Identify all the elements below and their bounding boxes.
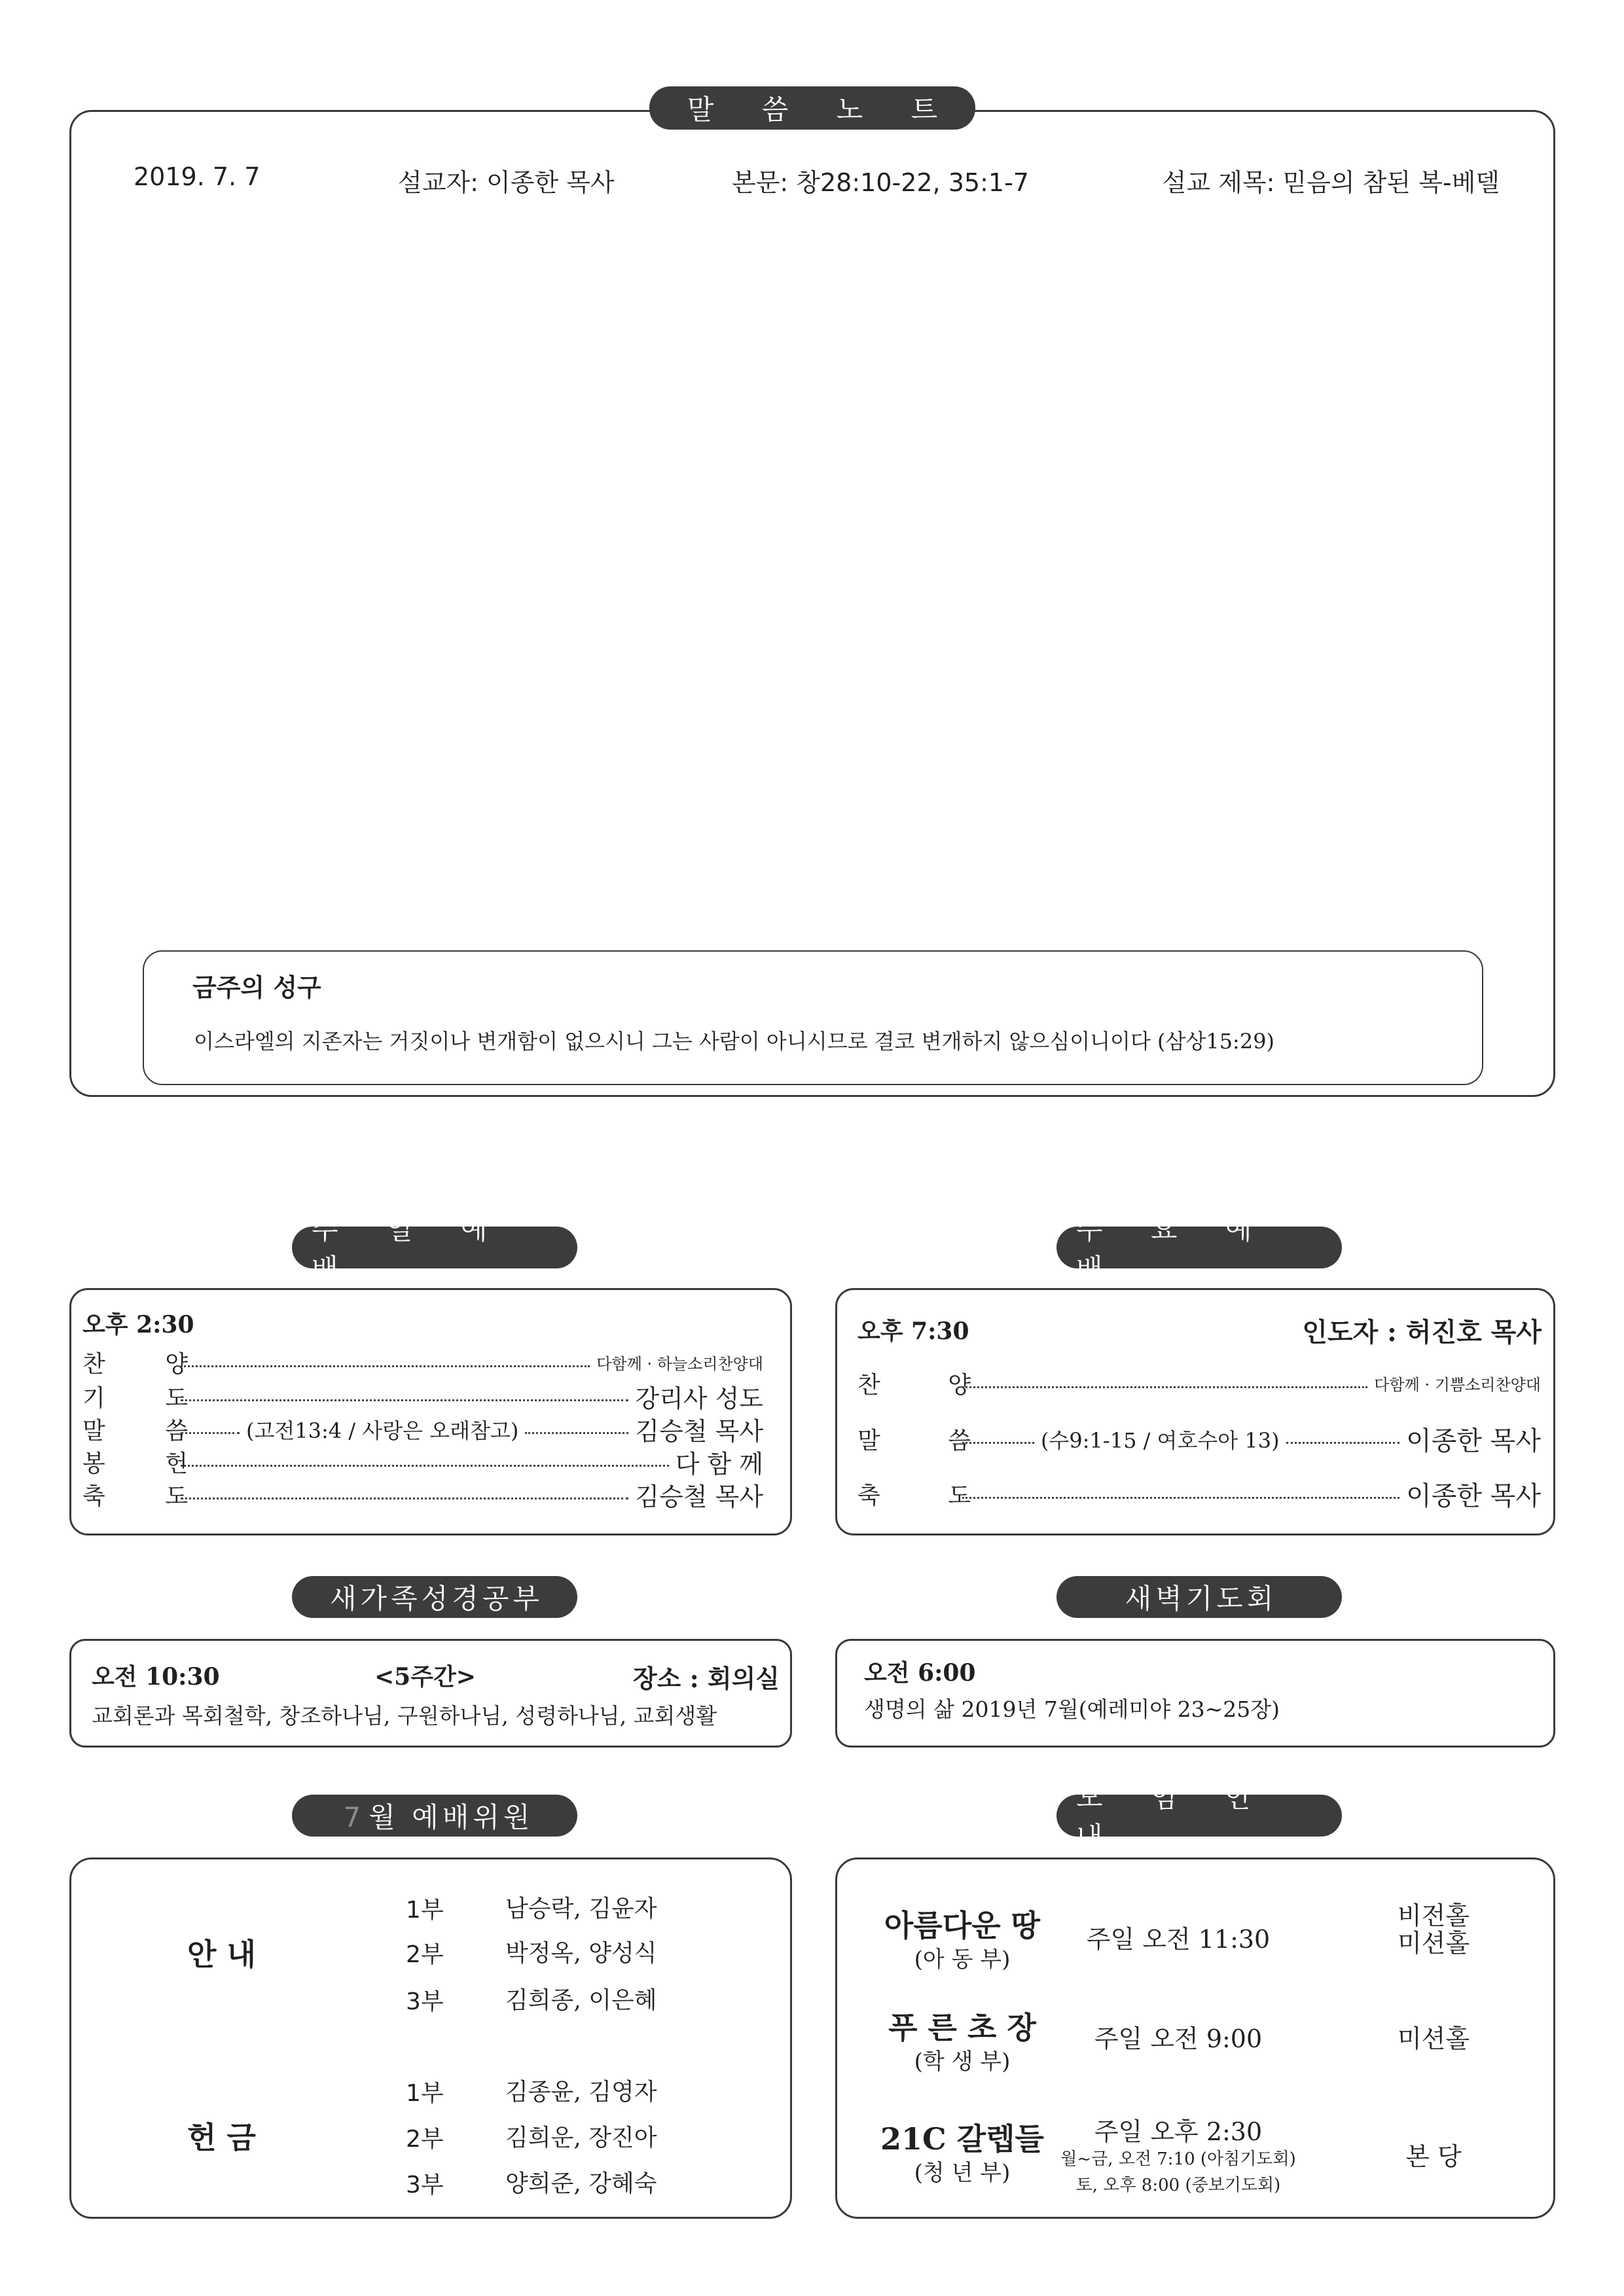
meeting-time: 주일 오전 9:00	[1094, 2024, 1263, 2053]
leader-dots	[525, 1432, 628, 1434]
meeting-place: 본 당	[1405, 2142, 1462, 2171]
wednesday-item-benediction: 축 도 이종한 목사	[857, 1481, 1541, 1511]
committee-part: 2부	[406, 2126, 444, 2153]
leader-dots	[181, 1365, 590, 1367]
leader-dots	[962, 1386, 1367, 1388]
meeting-place-line: 비전홀	[1397, 1901, 1470, 1930]
bible-study-place: 장소 : 회의실	[632, 1664, 780, 1693]
leader-dots	[1286, 1442, 1400, 1444]
sermon-note-panel	[69, 110, 1555, 1097]
committee-names: 박정옥, 양성식	[505, 1940, 657, 1967]
leader-dots	[181, 1399, 628, 1401]
sermon-title: 설교 제목: 믿음의 참된 복-베델	[1162, 168, 1500, 197]
weekly-verse-heading: 금주의 성구	[192, 973, 321, 1002]
weekly-verse-box	[143, 950, 1483, 1085]
committee-names: 남승락, 김윤자	[505, 1895, 657, 1922]
leader-dots	[962, 1442, 1034, 1444]
weekly-verse-text: 이스라엘의 지존자는 거짓이나 변개함이 없으시니 그는 사람이 아니시므로 결코 변개하지 않으심이니이다 (삼상15:29)	[194, 1029, 1275, 1054]
dawn-prayer-title: 새벽기도회	[1056, 1576, 1342, 1618]
bible-study-title: 새가족성경공부	[292, 1576, 577, 1618]
leader-dots	[181, 1465, 669, 1467]
meeting-schedule-weekday: 월~금, 오전 7:10 (아침기도회)	[1060, 2149, 1296, 2169]
leader-dots	[962, 1497, 1399, 1499]
sunday-item-benediction: 축 도 김승철 목사	[82, 1482, 763, 1511]
meeting-place: 미션홀	[1397, 2024, 1470, 2053]
wednesday-worship-leader: 인도자 : 허진호 목사	[1302, 1317, 1542, 1348]
wednesday-worship-title: 수 요 예 배	[1056, 1227, 1342, 1268]
bible-study-topics: 교회론과 목회철학, 창조하나님, 구원하나님, 성령하나님, 교회생활	[92, 1703, 717, 1729]
sunday-item-offering: 봉 헌 다 함 께	[82, 1450, 763, 1479]
meeting-dept: (학 생 부)	[914, 2049, 1011, 2075]
wednesday-worship-time: 오후 7:30	[857, 1318, 969, 1345]
leader-dots	[181, 1498, 628, 1499]
committee-names: 김종윤, 김영자	[505, 2079, 657, 2106]
meeting-name: 아름다운 땅	[884, 1908, 1041, 1943]
sunday-item-sermon: 말 씀 (고전13:4 / 사랑은 오래참고) 김승철 목사	[82, 1417, 763, 1446]
sunday-item-praise: 찬 양 다함께 · 하늘소리찬양대	[82, 1351, 763, 1378]
committee-names: 김희종, 이은혜	[505, 1987, 657, 2014]
meeting-time: 주일 오후 2:30	[1094, 2117, 1263, 2146]
meeting-name: 푸 른 초 장	[888, 2010, 1036, 2045]
meeting-place	[1348, 1902, 1519, 1957]
committee-group-offering: 헌 금	[187, 2120, 256, 2155]
sunday-worship-time: 오후 2:30	[82, 1311, 194, 1338]
sermon-scripture: 본문: 창28:10-22, 35:1-7	[732, 168, 1029, 197]
wednesday-item-sermon: 말 씀 (수9:1-15 / 여호수아 13) 이종한 목사	[857, 1426, 1541, 1456]
committee-part: 3부	[406, 1988, 444, 2015]
committee-part: 3부	[406, 2172, 444, 2198]
meeting-name: 21C 갈렙들	[880, 2121, 1044, 2157]
dawn-prayer-time: 오전 6:00	[864, 1659, 976, 1687]
bible-study-time: 오전 10:30	[92, 1663, 220, 1691]
committee-names: 양희준, 강혜숙	[505, 2170, 657, 2197]
committee-names: 김희운, 장진아	[505, 2125, 657, 2151]
wednesday-item-praise: 찬 양 다함께 · 기쁨소리찬양대	[857, 1372, 1541, 1399]
worship-committee-title: 7 월 예배위원	[292, 1795, 577, 1837]
meetings-title: 모 임 안 내	[1056, 1795, 1342, 1837]
committee-part: 1부	[406, 2080, 444, 2107]
committee-part: 1부	[406, 1897, 444, 1924]
sunday-item-prayer: 기 도 강리사 성도	[82, 1384, 763, 1413]
meeting-place-line: 미션홀	[1397, 1929, 1470, 1958]
bible-study-duration: <5주간>	[374, 1663, 476, 1691]
meeting-time: 주일 오전 11:30	[1086, 1925, 1271, 1954]
meeting-dept: (아 동 부)	[914, 1946, 1011, 1973]
committee-part: 2부	[406, 1941, 444, 1968]
sermon-date: 2019. 7. 7	[134, 162, 261, 191]
sermon-note-title: 말 씀 노 트	[649, 86, 975, 130]
sermon-preacher: 설교자: 이종한 목사	[398, 168, 615, 197]
leader-dots	[181, 1432, 240, 1434]
dawn-prayer-text: 생명의 삶 2019년 7월(예레미야 23~25장)	[864, 1696, 1280, 1722]
meeting-schedule-saturday: 토, 오후 8:00 (중보기도회)	[1075, 2176, 1281, 2195]
committee-group-ushers: 안 내	[187, 1937, 256, 1972]
sunday-worship-title: 주 일 예 배	[292, 1227, 577, 1268]
meeting-dept: (청 년 부)	[914, 2160, 1011, 2186]
